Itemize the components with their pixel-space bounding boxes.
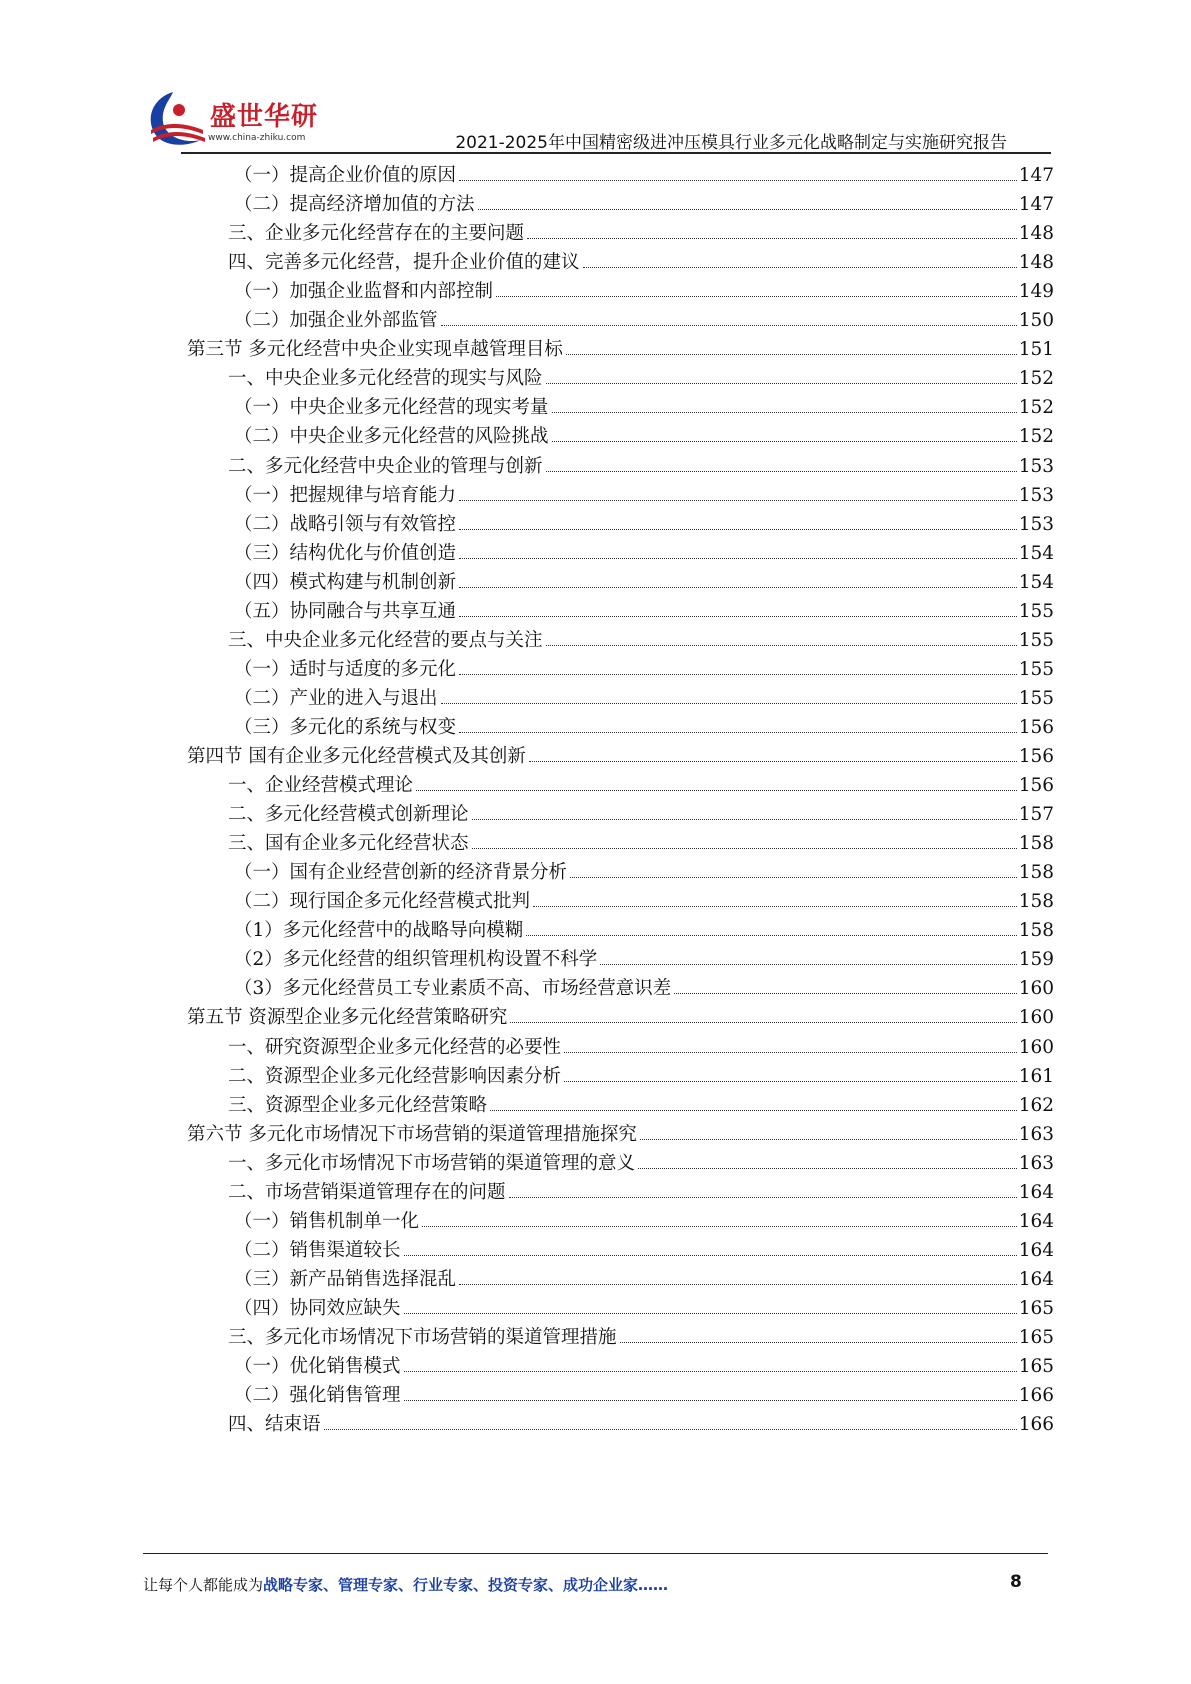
toc-entry-title: 一、企业经营模式理论 <box>228 775 414 797</box>
toc-leader-dots <box>478 209 1017 210</box>
toc-entry[interactable] <box>228 249 1054 277</box>
toc-entry-title: 第五节 资源型企业多元化经营策略研究 <box>187 1007 508 1029</box>
toc-entry-title: （二）加强企业外部监管 <box>234 310 438 332</box>
toc-entry[interactable] <box>234 162 1054 190</box>
toc-leader-dots <box>546 383 1017 384</box>
toc-leader-dots <box>404 1371 1017 1372</box>
toc-entry-title: 第六节 多元化市场情况下市场营销的渠道管理措施探究 <box>187 1123 637 1145</box>
toc-entry[interactable] <box>234 1208 1054 1236</box>
footer-divider <box>143 1553 1048 1554</box>
toc-leader-dots <box>459 500 1017 501</box>
toc-entry-title: （二）中央企业多元化经营的风险挑战 <box>234 426 549 448</box>
toc-entry-page: 166 <box>1018 1385 1054 1407</box>
toc-entry-page: 149 <box>1018 281 1054 303</box>
toc-entry[interactable] <box>234 656 1054 684</box>
toc-entry[interactable] <box>228 1411 1054 1439</box>
toc-leader-dots <box>459 558 1017 559</box>
toc-entry-page: 162 <box>1018 1094 1054 1116</box>
toc-leader-dots <box>459 732 1017 733</box>
toc-leader-dots <box>509 1197 1017 1198</box>
toc-entry[interactable] <box>234 917 1054 945</box>
toc-leader-dots <box>416 790 1017 791</box>
toc-entry-page: 160 <box>1018 1036 1054 1058</box>
toc-entry-title: （二）产业的进入与退出 <box>234 687 438 709</box>
toc-leader-dots <box>404 1255 1017 1256</box>
toc-leader-dots <box>510 1022 1016 1023</box>
toc-leader-dots <box>459 180 1017 181</box>
toc-entry-title: 三、中央企业多元化经营的要点与关注 <box>228 629 543 651</box>
logo-name: 盛世华研 <box>210 102 319 132</box>
toc-entry-title: 一、多元化市场情况下市场营销的渠道管理的意义 <box>228 1152 636 1174</box>
toc-leader-dots <box>529 761 1017 762</box>
toc-entry-title: 一、研究资源型企业多元化经营的必要性 <box>228 1036 562 1058</box>
toc-entry[interactable] <box>228 801 1054 829</box>
toc-leader-dots <box>472 848 1017 849</box>
toc-entry-title: （二）销售渠道较长 <box>234 1239 401 1261</box>
toc-entry-title: 三、资源型企业多元化经营策略 <box>228 1094 488 1116</box>
toc-entry[interactable] <box>234 946 1054 974</box>
toc-entry-title: 四、结束语 <box>228 1414 321 1436</box>
toc-entry[interactable] <box>187 1004 1054 1032</box>
toc-entry-page: 148 <box>1018 252 1054 274</box>
toc-entry-page: 147 <box>1018 165 1054 186</box>
toc-entry-page: 161 <box>1018 1065 1054 1087</box>
page-header <box>0 0 1191 160</box>
toc-leader-dots <box>533 906 1017 907</box>
toc-entry-page: 153 <box>1018 484 1054 506</box>
toc-entry[interactable] <box>228 1179 1054 1207</box>
footer-slogan <box>143 1574 668 1595</box>
toc-leader-dots <box>472 819 1017 820</box>
toc-entry-page: 158 <box>1018 833 1054 855</box>
toc-entry-title: （三）结构优化与价值创造 <box>234 542 457 564</box>
toc-entry-page: 150 <box>1018 310 1054 332</box>
toc-entry[interactable] <box>234 278 1054 306</box>
toc-entry-page: 158 <box>1018 862 1054 884</box>
toc-leader-dots <box>552 412 1017 413</box>
toc-entry-page: 152 <box>1018 397 1054 419</box>
toc-entry-page: 156 <box>1018 716 1054 738</box>
toc-entry-page: 163 <box>1018 1152 1054 1174</box>
toc-entry-title: （一）销售机制单一化 <box>234 1210 420 1232</box>
toc-entry[interactable] <box>234 511 1054 539</box>
toc-entry[interactable] <box>234 307 1054 335</box>
toc-entry[interactable] <box>234 569 1054 597</box>
toc-entry-title: （一）把握规律与培育能力 <box>234 484 457 506</box>
toc-leader-dots <box>546 471 1017 472</box>
toc-leader-dots <box>459 674 1017 675</box>
toc-leader-dots <box>600 964 1016 965</box>
toc-entry-title: 三、企业多元化经营存在的主要问题 <box>228 223 525 245</box>
toc-entry-title: （三）多元化的系统与权变 <box>234 716 457 738</box>
toc-entry-page: 164 <box>1018 1210 1054 1232</box>
footer-highlight: 战略专家、管理专家、行业专家、投资专家、成功企业家…… <box>263 1576 669 1594</box>
footer-prefix: 让每个人都能成为 <box>143 1576 264 1594</box>
toc-entry[interactable] <box>234 1237 1054 1265</box>
toc-entry[interactable] <box>228 772 1054 800</box>
toc-leader-dots <box>620 1342 1017 1343</box>
toc-entry-page: 160 <box>1018 978 1054 1000</box>
toc-leader-dots <box>570 877 1017 878</box>
toc-entry-page: 159 <box>1018 949 1054 971</box>
toc-leader-dots <box>526 935 1016 936</box>
toc-entry[interactable] <box>234 482 1054 510</box>
toc-entry[interactable] <box>234 540 1054 568</box>
toc-entry-page: 152 <box>1018 426 1054 448</box>
toc-entry-page: 165 <box>1018 1356 1054 1378</box>
toc-entry-title: 三、国有企业多元化经营状态 <box>228 833 469 855</box>
toc-entry-page: 156 <box>1018 775 1054 797</box>
toc-entry-title: （四）协同效应缺失 <box>234 1297 401 1319</box>
toc-entry[interactable] <box>234 394 1054 422</box>
toc-entry-page: 152 <box>1018 368 1054 390</box>
toc-entry-page: 158 <box>1018 891 1054 913</box>
toc-leader-dots <box>496 296 1017 297</box>
toc-entry-page: 155 <box>1018 629 1054 651</box>
toc-leader-dots <box>459 587 1017 588</box>
toc-entry-title: （二）战略引领与有效管控 <box>234 513 457 535</box>
toc-entry-page: 165 <box>1018 1327 1054 1348</box>
toc-entry-page: 155 <box>1018 600 1054 622</box>
toc-leader-dots <box>640 1139 1017 1140</box>
toc-entry-title: 二、市场营销渠道管理存在的问题 <box>228 1181 506 1203</box>
toc-leader-dots <box>566 354 1017 355</box>
toc-entry-title: （三）新产品销售选择混乱 <box>234 1268 457 1290</box>
toc-entry-title: （一）优化销售模式 <box>234 1356 401 1378</box>
toc-entry-title: （四）模式构建与机制创新 <box>234 571 457 593</box>
toc-entry[interactable] <box>228 220 1054 248</box>
toc-entry-page: 154 <box>1018 571 1054 593</box>
toc-entry-title: （1）多元化经营中的战略导向模糊 <box>234 920 524 942</box>
toc-entry[interactable] <box>234 714 1054 742</box>
toc-entry-page: 153 <box>1018 455 1054 477</box>
toc-leader-dots <box>404 1313 1017 1314</box>
toc-entry-title: （一）国有企业经营创新的经济背景分析 <box>234 862 568 884</box>
toc-entry-title: （一）适时与适度的多元化 <box>234 658 457 680</box>
report-title: 2021-2025年中国精密级进冲压模具行业多元化战略制定与实施研究报告 <box>455 133 1007 153</box>
toc-entry-page: 156 <box>1018 746 1054 767</box>
toc-leader-dots <box>564 1052 1017 1053</box>
toc-entry[interactable] <box>234 888 1054 916</box>
toc-leader-dots <box>546 645 1017 646</box>
toc-entry-title: （二）现行国企多元化经营模式批判 <box>234 891 531 913</box>
header-divider <box>181 152 1051 154</box>
toc-entry[interactable] <box>234 685 1054 713</box>
toc-entry[interactable] <box>187 336 1054 364</box>
toc-entry[interactable] <box>228 627 1054 655</box>
toc-entry-page: 164 <box>1018 1239 1054 1261</box>
toc-leader-dots <box>638 1168 1017 1169</box>
toc-entry-page: 151 <box>1018 339 1054 361</box>
toc-leader-dots <box>490 1110 1017 1111</box>
toc-entry-title: （3）多元化经营员工专业素质不高、市场经营意识差 <box>234 978 672 1000</box>
toc-leader-dots <box>441 325 1017 326</box>
toc-entry[interactable] <box>228 1092 1054 1120</box>
toc-leader-dots <box>527 238 1017 239</box>
toc-entry-page: 148 <box>1018 223 1054 245</box>
toc-entry-page: 155 <box>1018 658 1054 680</box>
toc-entry-page: 165 <box>1018 1297 1054 1319</box>
page-number: 8 <box>1010 1572 1022 1592</box>
toc-entry-title: （2）多元化经营的组织管理机构设置不科学 <box>234 949 598 971</box>
toc-entry[interactable] <box>234 1353 1054 1381</box>
toc-leader-dots <box>459 1284 1017 1285</box>
toc-entry-title: 三、多元化市场情况下市场营销的渠道管理措施 <box>228 1327 617 1348</box>
toc-entry[interactable] <box>228 1150 1054 1178</box>
toc-entry-title: （五）协同融合与共享互通 <box>234 600 457 622</box>
toc-leader-dots <box>674 993 1016 994</box>
toc-entry[interactable] <box>234 975 1054 1003</box>
toc-entry[interactable] <box>228 1324 1054 1352</box>
toc-entry-page: 154 <box>1018 542 1054 564</box>
toc-entry[interactable] <box>228 1063 1054 1091</box>
toc-entry-title: 四、完善多元化经营，提升企业价值的建议 <box>228 252 580 274</box>
toc-entry[interactable] <box>234 191 1054 219</box>
toc-entry-page: 155 <box>1018 687 1054 709</box>
toc-entry[interactable] <box>234 1382 1054 1410</box>
toc-entry-title: 一、中央企业多元化经营的现实与风险 <box>228 368 543 390</box>
toc-leader-dots <box>441 703 1017 704</box>
toc-entry[interactable] <box>228 453 1054 481</box>
toc-entry[interactable] <box>234 598 1054 626</box>
toc-entry-title: 二、多元化经营中央企业的管理与创新 <box>228 455 543 477</box>
toc-entry-page: 166 <box>1018 1414 1054 1436</box>
toc-entry-title: （一）中央企业多元化经营的现实考量 <box>234 397 549 419</box>
toc-entry[interactable] <box>234 1295 1054 1323</box>
toc-leader-dots <box>583 267 1017 268</box>
toc-entry-title: 二、资源型企业多元化经营影响因素分析 <box>228 1065 562 1087</box>
toc-leader-dots <box>422 1226 1017 1227</box>
toc-leader-dots <box>459 529 1017 530</box>
toc-entry[interactable] <box>228 830 1054 858</box>
toc-entry-page: 160 <box>1018 1007 1054 1029</box>
toc-entry-title: （一）加强企业监督和内部控制 <box>234 281 494 303</box>
toc-entry-title: 二、多元化经营模式创新理论 <box>228 804 469 826</box>
toc-leader-dots <box>404 1400 1017 1401</box>
toc-entry[interactable] <box>187 743 1054 771</box>
toc-leader-dots <box>564 1081 1017 1082</box>
toc-entry-page: 158 <box>1018 920 1054 942</box>
toc-entry[interactable] <box>234 423 1054 451</box>
toc-leader-dots <box>459 616 1017 617</box>
toc-entry-title: （二）提高经济增加值的方法 <box>234 194 475 216</box>
toc-leader-dots <box>552 441 1017 442</box>
toc-entry-title: （一）提高企业价值的原因 <box>234 165 457 186</box>
toc-entry-title: 第三节 多元化经营中央企业实现卓越管理目标 <box>187 339 563 361</box>
toc-entry[interactable] <box>228 365 1054 393</box>
toc-entry-page: 164 <box>1018 1181 1054 1203</box>
toc-entry[interactable] <box>234 859 1054 887</box>
toc-entry-page: 164 <box>1018 1268 1054 1290</box>
toc-entry-title: （二）强化销售管理 <box>234 1385 401 1407</box>
toc-entry-page: 157 <box>1018 804 1054 826</box>
toc-entry-title: 第四节 国有企业多元化经营模式及其创新 <box>187 746 526 767</box>
toc-entry-page: 153 <box>1018 513 1054 535</box>
toc-leader-dots <box>324 1429 1017 1430</box>
toc-entry-page: 147 <box>1018 194 1054 216</box>
toc-entry[interactable] <box>228 1034 1054 1062</box>
toc-entry[interactable] <box>187 1121 1054 1149</box>
logo-url: www.china-zhiku.com <box>208 133 306 143</box>
toc-entry-page: 163 <box>1018 1123 1054 1145</box>
toc-entry[interactable] <box>234 1266 1054 1294</box>
